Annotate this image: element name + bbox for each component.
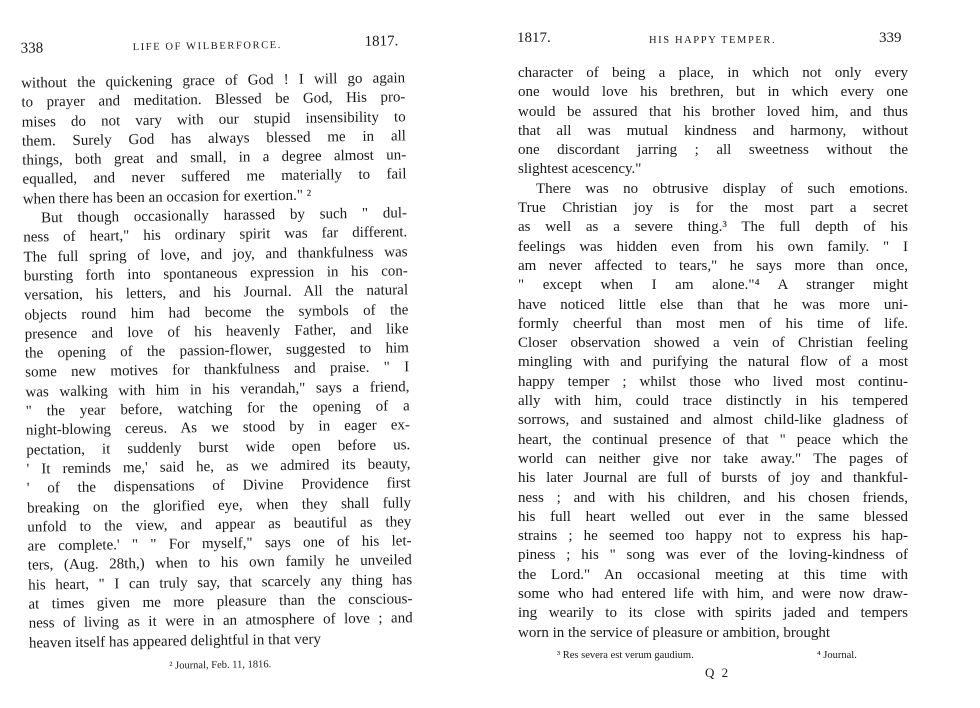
text-line: breaking on the glorified eye, when they shall fully bbox=[26, 494, 412, 517]
text-line: " the year before, watching for the opening of a bbox=[25, 398, 410, 420]
text-line: versation, his letters, and his Journal. All the natural bbox=[24, 282, 409, 304]
text-line: character of being a place, in which not only every bbox=[518, 65, 908, 81]
right-year: 1817. bbox=[517, 30, 551, 46]
text-line: True Christian joy is for the most part a secret bbox=[518, 200, 908, 217]
text-line: ness of heart," his ordinary spirit was far different. bbox=[23, 224, 408, 247]
right-page bbox=[505, 0, 925, 705]
text-line: things, both great and small, in a degree almost un- bbox=[22, 147, 407, 169]
text-line: presence and love of his heavenly Father, and like bbox=[24, 321, 409, 343]
left-page-number: 338 bbox=[20, 40, 44, 57]
left-page bbox=[0, 0, 430, 708]
text-line: ' It reminds me,' said he, as we admired its beauty, bbox=[26, 456, 411, 478]
text-line: the opening of the passion-flower, suggested to him bbox=[24, 340, 409, 362]
text-line: some new motives for thankfulness and praise. " I bbox=[25, 359, 410, 382]
text-line: heart, the continual presence of that " peace which the bbox=[518, 431, 908, 448]
right-footnote-3: ³ Res severa est verum gaudium. bbox=[557, 650, 694, 661]
text-line: mingling with and purifying the natural flow of a most bbox=[518, 354, 908, 371]
text-line: pectation, it suddenly burst wide open before us. bbox=[26, 436, 411, 459]
text-line: worn in the service of pleasure or ambition, brought bbox=[518, 624, 830, 641]
right-page-header bbox=[517, 32, 905, 52]
text-line: are complete.' " " For myself," says one of his let- bbox=[27, 533, 412, 555]
text-line: ally with him, could trace distinctly in his tempered bbox=[518, 393, 908, 410]
signature-mark: Q 2 bbox=[705, 665, 731, 680]
text-line: when there has been an occasion for exertion." ² bbox=[22, 187, 312, 208]
text-line: strains ; he seemed too happy not to express his hap- bbox=[518, 528, 908, 545]
text-line: one discordant jarring ; all sweetness without the bbox=[518, 142, 908, 159]
left-footnote: ² Journal, Feb. 11, 1816. bbox=[169, 659, 272, 672]
text-line: happy temper ; whilst those who lived most continu- bbox=[518, 373, 908, 390]
text-line: his full heart welled out ever in the same blessed bbox=[518, 508, 908, 525]
left-page-header bbox=[21, 35, 401, 60]
text-line: objects round him had become the symbols of the bbox=[24, 301, 409, 324]
text-line: that all was mutual kindness and harmony, without bbox=[518, 122, 908, 139]
text-line: ters, (Aug. 28th,) when to his own family he unveiled bbox=[27, 552, 412, 575]
text-line: formly cheerful than most men of his time of life. bbox=[518, 315, 908, 332]
left-page-body bbox=[21, 69, 413, 653]
left-running-title: LIFE OF WILBERFORCE. bbox=[132, 39, 283, 54]
text-line: one would love his brethren, but in which every one bbox=[518, 84, 908, 101]
text-line: his later Journal are full of bursts of joy and thankful- bbox=[518, 470, 908, 487]
text-line: sorrows, and sustained and almost child-like gladness of bbox=[518, 412, 908, 429]
text-line: have noticed little else than that he was more uni- bbox=[518, 296, 908, 313]
text-line: " except when I am alone."⁴ A stranger might bbox=[518, 277, 908, 294]
right-page-body bbox=[518, 64, 908, 643]
text-line: There was no obtrusive display of such emotions. bbox=[536, 180, 908, 197]
text-line: world can neither give nor take away." The pages of bbox=[518, 450, 908, 467]
text-line: ing wearily to its close with spirits jaded and tempers bbox=[518, 605, 908, 622]
text-line: as well as a severe thing.³ The full depth of his bbox=[518, 219, 908, 236]
text-line: to prayer and meditation. Blessed be God, His pro- bbox=[21, 89, 406, 111]
text-line: ness ; and with his children, and his chosen friends, bbox=[518, 489, 908, 506]
text-line: would be assured that his brother loved him, and thus bbox=[518, 103, 908, 120]
text-line: ness of living as it were in an atmosphere of love ; and bbox=[28, 610, 413, 632]
text-line: bursting forth into spontaneous expression in his con- bbox=[23, 263, 408, 285]
text-line: the Lord." An occasional meeting at this time with bbox=[518, 566, 908, 583]
text-line: his heart, " I can truly say, that scarcely any thing has bbox=[28, 571, 413, 594]
text-line: equalled, and never suffered me materially to fail bbox=[22, 166, 407, 189]
text-line: slightest acescency." bbox=[518, 161, 642, 178]
text-line: heaven itself has appeared delightful in that very bbox=[28, 631, 322, 652]
text-line: night-blowing cereus. As we stood by in eager ex- bbox=[25, 417, 411, 439]
right-footnote-4: ⁴ Journal. bbox=[817, 650, 857, 661]
text-line: The full spring of love, and joy, and thankfulness was bbox=[23, 243, 408, 266]
text-line: Closer observation showed a vein of Christian feeling bbox=[518, 335, 908, 352]
right-page-number: 339 bbox=[879, 30, 902, 46]
text-line: am never affected to tears," he says more than once, bbox=[518, 257, 908, 274]
text-line: was walking with him in his verandah," says a friend, bbox=[25, 379, 410, 401]
text-line: at times given me more pleasure than the conscious- bbox=[28, 591, 413, 613]
right-running-title: HIS HAPPY TEMPER. bbox=[649, 35, 777, 46]
text-line: some who had entered life with him, and were now draw- bbox=[518, 586, 908, 603]
text-line: But though occasionally harassed by such " dul- bbox=[40, 205, 408, 227]
text-line: ' of the dispensations of Divine Providence first bbox=[26, 475, 411, 497]
text-line: mises do not vary with our stupid insensibility to bbox=[21, 108, 406, 131]
text-line: unfold to the view, and appear as beautiful as they bbox=[27, 514, 412, 536]
text-line: without the quickening grace of God ! I will go again bbox=[21, 70, 406, 92]
text-line: piness ; his " song was ever of the loving-kindness of bbox=[518, 547, 908, 564]
left-year: 1817. bbox=[364, 33, 399, 50]
text-line: them. Surely God has always blessed me in all bbox=[21, 128, 407, 150]
text-line: feelings was hidden even from his own family. " I bbox=[518, 238, 908, 255]
